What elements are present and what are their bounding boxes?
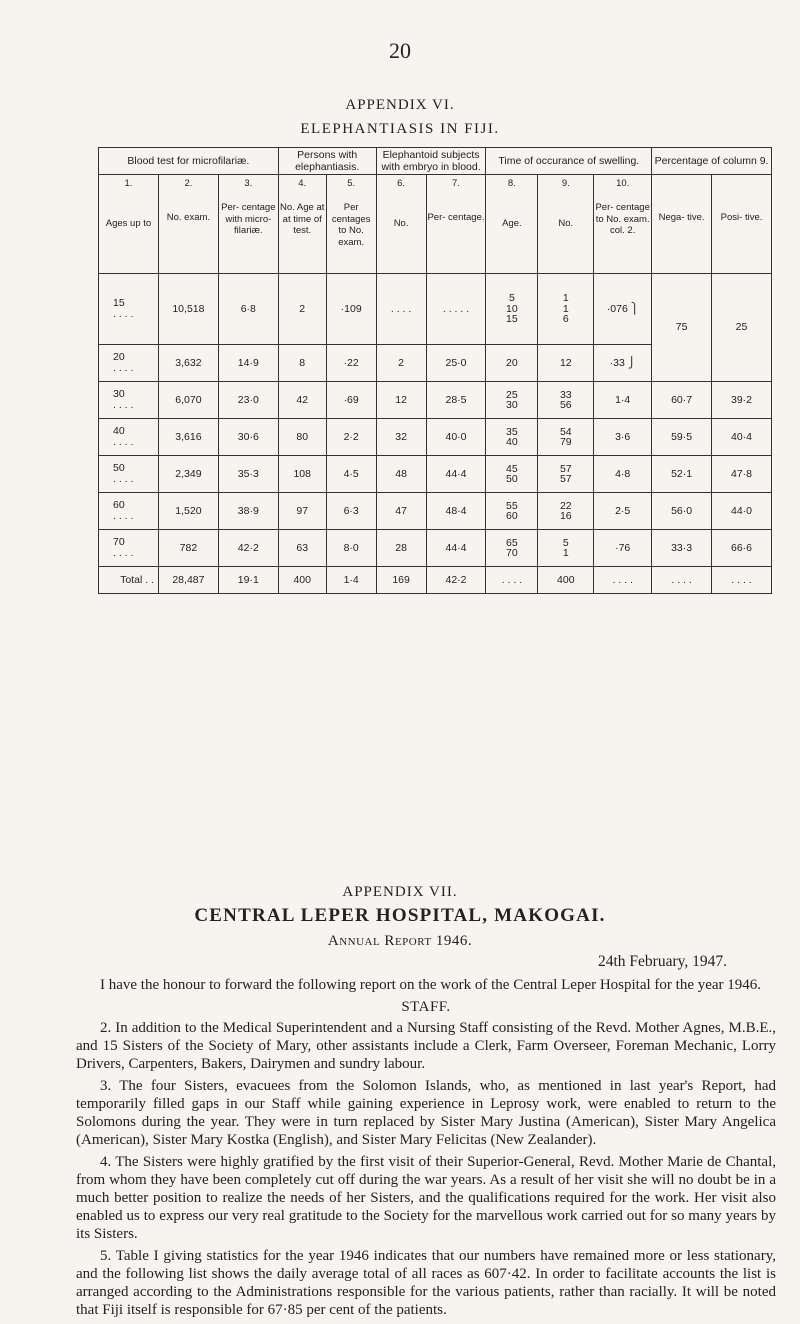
table-cell: . . . . <box>376 274 426 345</box>
column-header: 9. No. <box>538 175 594 274</box>
column-header: 2. No. exam. <box>158 175 218 274</box>
table-cell: 47·8 <box>712 456 772 493</box>
report-body <box>76 976 776 1323</box>
table-cell: 60·7 <box>652 382 712 419</box>
table-cell: 52·1 <box>652 456 712 493</box>
table-cell: 12 <box>376 382 426 419</box>
page-number: 20 <box>389 38 411 63</box>
group-header: Elephantoid subjects with embryo in blood. <box>376 148 486 175</box>
table-cell: 47 <box>376 493 426 530</box>
table-cell: ·22 <box>326 345 376 382</box>
table-cell: 35·3 <box>218 456 278 493</box>
table-cell: 44·4 <box>426 456 486 493</box>
table-cell: 400 <box>278 567 326 594</box>
table-cell: 25 30 <box>486 382 538 419</box>
table-row: 20. . . . 3,632 14·9 8 ·22 2 25·0 20 12 ·33 ⎭ <box>99 345 772 382</box>
table-cell: 35 40 <box>486 419 538 456</box>
table-cell: . . . . <box>652 567 712 594</box>
table-cell: 75 <box>652 274 712 382</box>
table-cell: 5 10 15 <box>486 274 538 345</box>
table-cell: 56·0 <box>652 493 712 530</box>
column-header: 1. Ages up to <box>99 175 159 274</box>
table-cell: 6,070 <box>158 382 218 419</box>
table-cell: 169 <box>376 567 426 594</box>
table-cell: . . . . <box>594 567 652 594</box>
table-cell: 80 <box>278 419 326 456</box>
paragraph: 3. The four Sisters, evacuees from the Solomon Islands, who, as mentioned in last year's Report, had temporarily filled gaps in our Staff while gaining experience in Leprosy work, were enabled to return to the Solomons during the year. They were in turn replaced by Sister Mary Justina (American), Sister Mary Angelica (American), Sister Mary Kostka (English), and Sister Mary Felicitas (New Zealander). <box>76 1078 776 1148</box>
table-cell: . . . . <box>712 567 772 594</box>
brace-top-icon: ⎫ <box>630 302 639 315</box>
hospital-title: CENTRAL LEPER HOSPITAL, MAKOGAI. <box>194 905 606 926</box>
table-cell: 400 <box>538 567 594 594</box>
table-cell: 55 60 <box>486 493 538 530</box>
table-row: 60. . . . 1,520 38·9 97 6·3 47 48·4 55 60 22 16 2·5 56·0 44·0 <box>99 493 772 530</box>
table-cell: 2·5 <box>594 493 652 530</box>
brace-bottom-icon: ⎭ <box>627 356 636 369</box>
column-header: 4. No. Age at at time of test. <box>278 175 326 274</box>
age-cell: 70 <box>113 536 125 548</box>
table-cell: 38·9 <box>218 493 278 530</box>
table-cell: 57 57 <box>538 456 594 493</box>
table-cell: 4·8 <box>594 456 652 493</box>
table-cell: 54 79 <box>538 419 594 456</box>
appendix-vii-heading: APPENDIX VII. <box>342 884 458 900</box>
table-cell: 33·3 <box>652 530 712 567</box>
table-cell: ·69 <box>326 382 376 419</box>
table-row: 30. . . . 6,070 23·0 42 ·69 12 28·5 25 30 33 56 1·4 60·7 39·2 <box>99 382 772 419</box>
column-header: 10. Per- centage to No. exam. col. 2. <box>594 175 652 274</box>
table-cell: 14·9 <box>218 345 278 382</box>
table-cell: 2 <box>278 274 326 345</box>
table-cell: 1·4 <box>326 567 376 594</box>
table-cell: 19·1 <box>218 567 278 594</box>
table-cell: 1·4 <box>594 382 652 419</box>
table-cell: . . . . <box>486 567 538 594</box>
table-cell: 2 <box>376 345 426 382</box>
table-cell: 4·5 <box>326 456 376 493</box>
age-cell: 60 <box>113 499 125 511</box>
group-header: Persons with elephantiasis. <box>278 148 376 175</box>
table-cell: 25 <box>712 274 772 382</box>
age-cell: 20 <box>113 351 125 363</box>
table-cell: ·109 <box>326 274 376 345</box>
table-cell: 42·2 <box>218 530 278 567</box>
table-cell: . . . . . <box>426 274 486 345</box>
table-cell: 8·0 <box>326 530 376 567</box>
table-cell: 1,520 <box>158 493 218 530</box>
column-header-row <box>99 175 772 274</box>
table-row: 70. . . . 782 42·2 63 8·0 28 44·4 65 70 5 1 ·76 33·3 66·6 <box>99 530 772 567</box>
table-cell: 10,518 <box>158 274 218 345</box>
column-header: Nega- tive. <box>652 175 712 274</box>
column-header: 5. Per centages to No. exam. <box>326 175 376 274</box>
group-header: Time of occurance of swelling. <box>486 148 652 175</box>
table-row: 50. . . . 2,349 35·3 108 4·5 48 44·4 45 50 57 57 4·8 52·1 47·8 <box>99 456 772 493</box>
report-date: 24th February, 1947. <box>597 953 727 970</box>
table-cell: 5 1 <box>538 530 594 567</box>
group-header: Blood test for microfilariæ. <box>99 148 279 175</box>
table-cell: 42·2 <box>426 567 486 594</box>
table-cell: 6·8 <box>218 274 278 345</box>
table-cell: 28,487 <box>158 567 218 594</box>
table-cell: 32 <box>376 419 426 456</box>
table-cell: 66·6 <box>712 530 772 567</box>
table-cell: 20 <box>486 345 538 382</box>
table-cell: ·76 <box>594 530 652 567</box>
table-cell: 44·4 <box>426 530 486 567</box>
table-cell: 44·0 <box>712 493 772 530</box>
table-row: 40. . . . 3,616 30·6 80 2·2 32 40·0 35 40 54 79 3·6 59·5 40·4 <box>99 419 772 456</box>
table-cell: 2·2 <box>326 419 376 456</box>
column-header: 3. Per- centage with micro- filariæ. <box>218 175 278 274</box>
elephantiasis-table <box>98 147 772 594</box>
table-cell: ·076 ⎫ <box>594 274 652 345</box>
column-header: 8. Age. <box>486 175 538 274</box>
table-cell: 6·3 <box>326 493 376 530</box>
table-cell: 48·4 <box>426 493 486 530</box>
group-header-row <box>99 148 772 175</box>
paragraph: I have the honour to forward the following report on the work of the Central Leper Hospital for the year 1946. <box>100 977 762 993</box>
table-cell: 28 <box>376 530 426 567</box>
table-cell: 2,349 <box>158 456 218 493</box>
table-cell: 39·2 <box>712 382 772 419</box>
age-cell: 15 <box>113 297 125 309</box>
table-cell: 40·4 <box>712 419 772 456</box>
table-cell: 12 <box>538 345 594 382</box>
appendix-vi-heading: APPENDIX VI. <box>345 97 455 113</box>
total-row <box>99 567 772 594</box>
paragraph: 4. The Sisters were highly gratified by the first visit of their Superior-General, Revd. Mother Marie de Chantal, from whom they have been completely cut off during the war years. As a result of her visit she will no doubt be in a much better position to realize the needs of her Sisters, and the qualifications required for the work. Her visit also enabled us to express our very real gratitude to the Society for the marvellous work carried out for so many years by its Sisters. <box>76 1154 776 1242</box>
table-cell: 3,616 <box>158 419 218 456</box>
age-cell: 30 <box>113 388 125 400</box>
table-row: 15. . . . 10,518 6·8 2 ·109 . . . . . . . . . 5 10 15 1 1 6 ·076 ⎫ 75 25 <box>99 274 772 345</box>
column-header: 6. No. <box>376 175 426 274</box>
table-cell: 25·0 <box>426 345 486 382</box>
appendix-vi-title: ELEPHANTIASIS IN FIJI. <box>300 121 500 137</box>
column-header: 7. Per- centage. <box>426 175 486 274</box>
table-cell: 30·6 <box>218 419 278 456</box>
table-cell: 40·0 <box>426 419 486 456</box>
paragraph: 5. Table I giving statistics for the year 1946 indicates that our numbers have remained more or less stationary, and the following list shows the daily average total of all races as 607·42. In order to facilitate accounts the list is arranged according to the Administrations responsible for the various patients, rather than racially. It will be noted that Fiji itself is responsible for 67·85 per cent of the patients. <box>76 1248 776 1318</box>
paragraph: 2. In addition to the Medical Superintendent and a Nursing Staff consisting of the Revd. Mother Agnes, M.B.E., and 15 Sisters of the Society of Mary, other assistants include a Clerk, Farm Overseer, Foreman Mechanic, Lorry Drivers, Carpenters, Bakers, Dairymen and sundry labour. <box>76 1020 776 1072</box>
table-cell: 59·5 <box>652 419 712 456</box>
table-cell: 28·5 <box>426 382 486 419</box>
table-cell: 22 16 <box>538 493 594 530</box>
table-cell: 45 50 <box>486 456 538 493</box>
table-cell: 1 1 6 <box>538 274 594 345</box>
table-cell: 3·6 <box>594 419 652 456</box>
column-header: Posi- tive. <box>712 175 772 274</box>
table-cell: 48 <box>376 456 426 493</box>
table-cell: 65 70 <box>486 530 538 567</box>
age-cell: 50 <box>113 462 125 474</box>
table-cell: 782 <box>158 530 218 567</box>
table-cell: ·33 ⎭ <box>594 345 652 382</box>
table-cell: 108 <box>278 456 326 493</box>
table-cell: 23·0 <box>218 382 278 419</box>
table-cell: 33 56 <box>538 382 594 419</box>
group-header: Percentage of column 9. <box>652 148 772 175</box>
report-subtitle: Annual Report 1946. <box>327 933 473 949</box>
table-cell: 63 <box>278 530 326 567</box>
section-heading: STAFF. <box>401 999 451 1015</box>
table-cell: 3,632 <box>158 345 218 382</box>
table-cell: 42 <box>278 382 326 419</box>
table-cell: 97 <box>278 493 326 530</box>
age-cell: 40 <box>113 425 125 437</box>
total-label: Total . . <box>99 567 159 594</box>
table-cell: 8 <box>278 345 326 382</box>
